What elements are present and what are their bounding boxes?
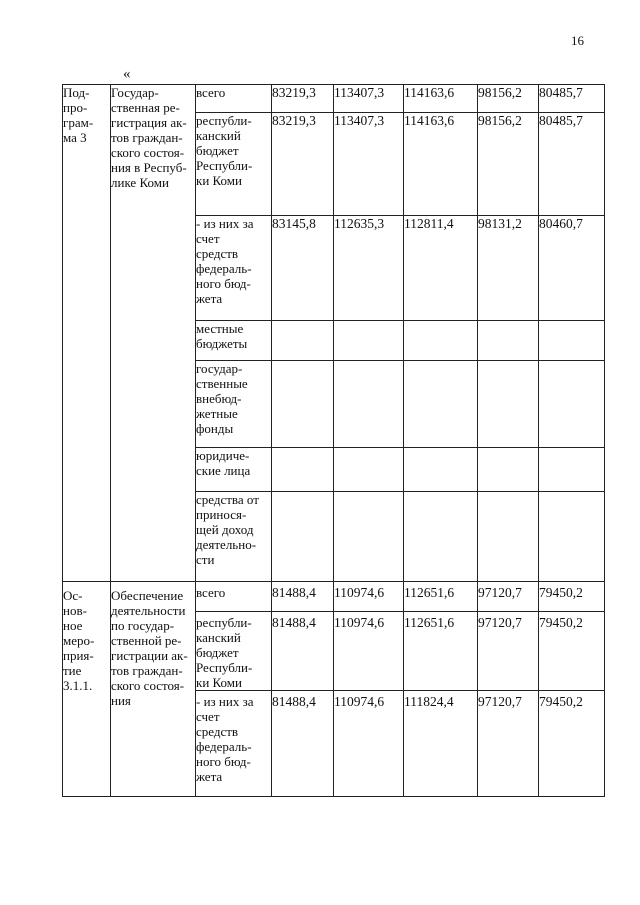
amount-cell [334,361,404,448]
amount-cell [478,85,539,113]
amount-cell [539,492,605,582]
funding-source-cell [196,361,272,448]
amount-value: 114163,6 [404,85,455,100]
program-category: Под- про- грам- ма 3 [63,85,94,145]
funding-source: юридиче- ские лица [196,448,251,478]
amount-cell [334,321,404,361]
amount-value: 80460,7 [539,216,583,231]
amount-cell [478,582,539,612]
amount-cell [478,691,539,797]
amount-cell [539,216,605,321]
amount-value: 98156,2 [478,113,522,128]
funding-source-cell [196,492,272,582]
amount-cell [272,361,334,448]
amount-cell [539,361,605,448]
amount-value: 110974,6 [334,615,385,630]
funding-source-cell [196,321,272,361]
amount-cell [272,113,334,216]
funding-source-cell [196,691,272,797]
amount-cell [272,448,334,492]
program-category-cell [63,582,111,797]
amount-cell [404,85,478,113]
amount-value: 83219,3 [272,113,316,128]
amount-value: 81488,4 [272,615,316,630]
funding-source: местные бюджеты [196,321,248,351]
amount-value: 112811,4 [404,216,454,231]
amount-cell [404,321,478,361]
amount-value: 97120,7 [478,585,522,600]
amount-value: 97120,7 [478,615,522,630]
amount-cell [404,691,478,797]
amount-value: 83219,3 [272,85,316,100]
funding-source: всего [196,585,226,600]
funding-source-cell [196,85,272,113]
amount-cell [478,612,539,691]
amount-cell [272,85,334,113]
program-title-cell [111,582,196,797]
amount-value: 79450,2 [539,585,583,600]
opening-quote-mark: « [123,66,131,82]
funding-source-cell [196,216,272,321]
amount-cell [404,113,478,216]
amount-value: 83145,8 [272,216,316,231]
amount-cell [478,361,539,448]
amount-value: 79450,2 [539,615,583,630]
funding-source: - из них за счет средств федераль- ного бюд- жета [196,694,254,784]
amount-cell [404,612,478,691]
amount-cell [478,448,539,492]
funding-source: республи- канский бюджет Республи- ки Коми [196,113,253,188]
amount-value: 98156,2 [478,85,522,100]
amount-value: 97120,7 [478,694,522,709]
amount-cell [334,582,404,612]
amount-value: 81488,4 [272,585,316,600]
amount-cell [404,216,478,321]
amount-cell [478,492,539,582]
amount-value: 112651,6 [404,585,455,600]
amount-cell [272,612,334,691]
amount-cell [539,691,605,797]
amount-cell [539,113,605,216]
funding-source-cell [196,582,272,612]
amount-value: 114163,6 [404,113,455,128]
funding-source: республи- канский бюджет Республи- ки Коми [196,615,253,690]
amount-cell [404,448,478,492]
amount-cell [539,448,605,492]
amount-value: 98131,2 [478,216,522,231]
amount-cell [272,216,334,321]
funding-source: - из них за счет средств федераль- ного бюд- жета [196,216,254,306]
amount-value: 79450,2 [539,694,583,709]
amount-value: 111824,4 [404,694,454,709]
funding-source-cell [196,612,272,691]
funding-source: государ- ственные внебюд- жетные фонды [196,361,248,436]
amount-cell [334,691,404,797]
financing-table [62,84,605,797]
amount-value: 110974,6 [334,585,385,600]
amount-cell [539,612,605,691]
amount-cell [404,582,478,612]
amount-value: 80485,7 [539,85,583,100]
page-number: 16 [571,33,584,48]
amount-value: 112635,3 [334,216,385,231]
amount-cell [478,216,539,321]
program-category-cell [63,85,111,582]
amount-value: 80485,7 [539,113,583,128]
amount-cell [404,361,478,448]
amount-value: 113407,3 [334,113,385,128]
amount-value: 112651,6 [404,615,455,630]
amount-cell [272,492,334,582]
funding-source-cell [196,113,272,216]
amount-cell [334,492,404,582]
amount-value: 81488,4 [272,694,316,709]
program-title: Государ- ственная ре- гистрация ак- тов граждан- ского состоя- ния в Респуб- лике Коми [111,85,187,190]
program-category: Ос- нов- ное меро- прия- тие 3.1.1. [63,588,95,693]
program-title-cell [111,85,196,582]
amount-cell [272,691,334,797]
funding-source: всего [196,85,226,100]
amount-value: 110974,6 [334,694,385,709]
amount-cell [334,216,404,321]
amount-cell [334,85,404,113]
amount-cell [404,492,478,582]
amount-cell [334,448,404,492]
table-row [63,85,605,113]
amount-cell [539,85,605,113]
amount-cell [539,582,605,612]
amount-cell [272,321,334,361]
amount-cell [539,321,605,361]
funding-source-cell [196,448,272,492]
table-row [63,582,605,612]
amount-cell [334,612,404,691]
funding-source: средства от принося- щей доход деятельно- сти [196,492,259,567]
amount-value: 113407,3 [334,85,385,100]
amount-cell [478,113,539,216]
program-title: Обеспечение деятельности по госудаp- ственной ре- гистрации ак- тов граждан- ского состоя- ния [111,588,188,708]
amount-cell [334,113,404,216]
amount-cell [478,321,539,361]
amount-cell [272,582,334,612]
